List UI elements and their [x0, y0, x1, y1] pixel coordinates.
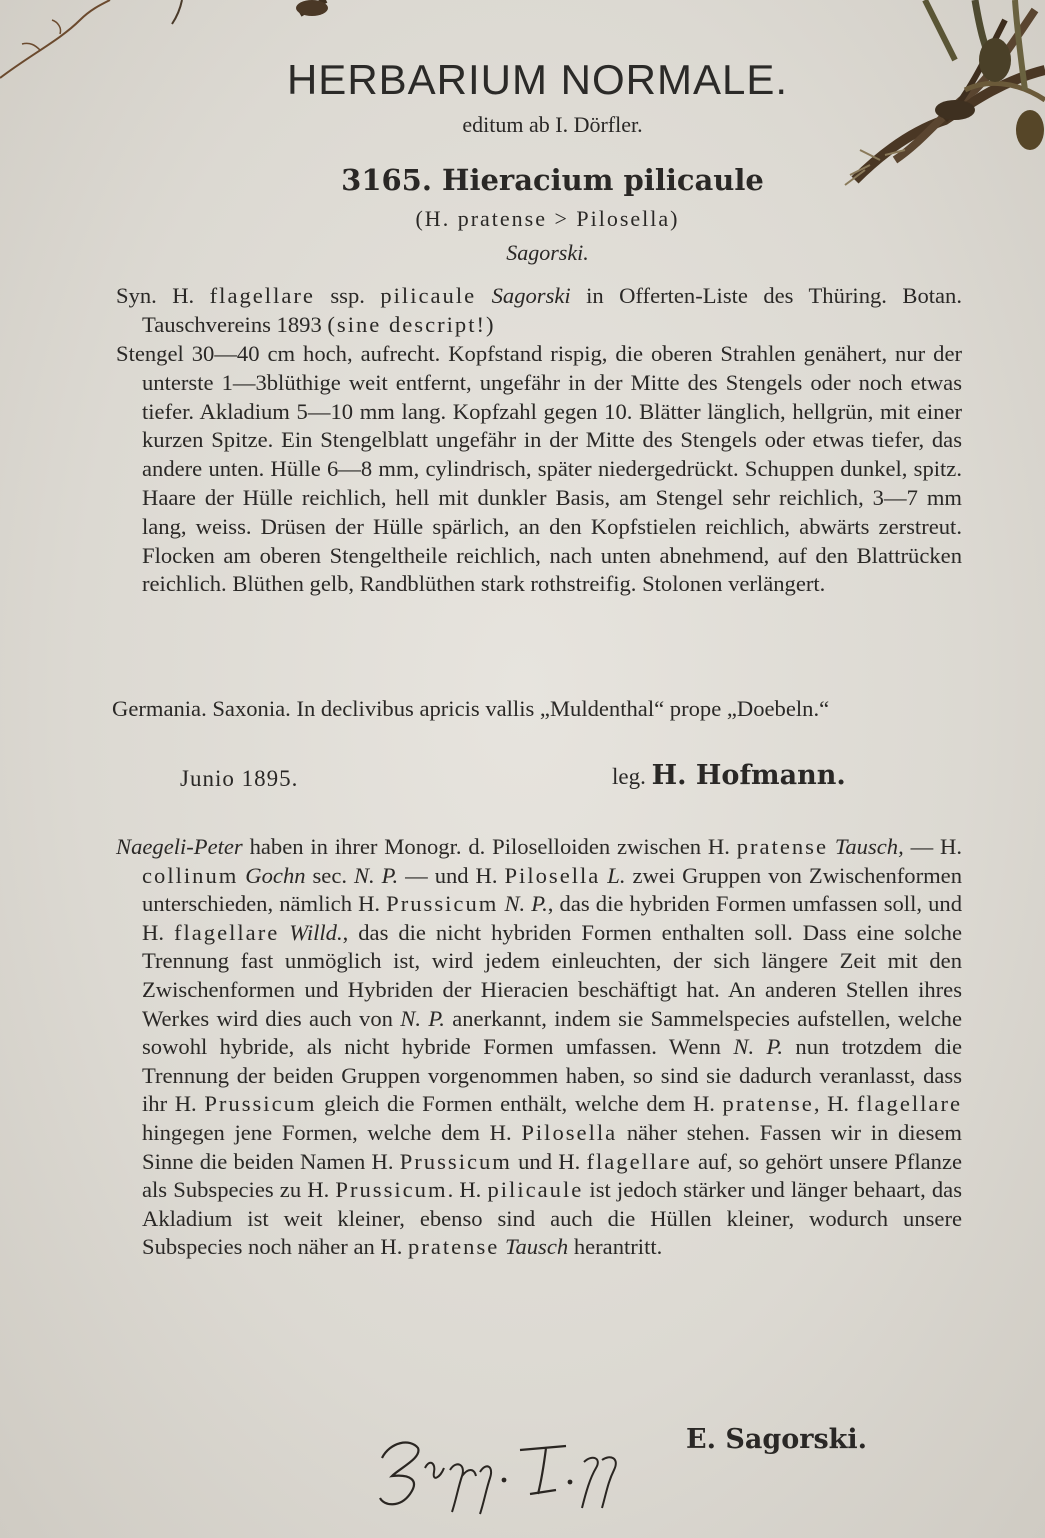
note-text: . H.	[447, 1177, 488, 1203]
handwritten-annotation	[370, 1428, 640, 1518]
note-text: näher stehen. Fassen wir in diesem Sinne die beiden Namen H.	[142, 1119, 962, 1174]
collection-date: Junio 1895.	[180, 766, 299, 791]
synonym-name2: pilicaule	[380, 283, 477, 308]
locality-paragraph: Germania. Saxonia. In declivibus apricis vallis „Muldenthal“ prope „Doebeln.“	[112, 696, 830, 721]
species-title: 3165. Hieracium pilicaule	[341, 163, 764, 197]
collector-name: H. Hofmann.	[651, 760, 846, 791]
synonym-rank: ssp.	[330, 283, 365, 308]
note-text: Gochn	[245, 862, 306, 888]
note-text: pratense	[722, 1091, 814, 1117]
species-parentage: (H. pratense > Pilosella)	[415, 206, 680, 231]
note-text: Pilosella	[504, 862, 601, 888]
synonym-paragraph	[116, 282, 962, 340]
note-text: auf, so gehört unsere Pflanze als Subspecies zu H.	[142, 1148, 962, 1203]
note-text: Prussicum	[399, 1148, 512, 1174]
note-text: pratense	[736, 834, 829, 859]
description-paragraph: Stengel 30—40 cm hoch, aufrecht. Kopfstand rispig, die oberen Strahlen genähert, nur der unterste 1—3blüthige weit entfernt, ungefähr in der Mitte des Stengels oder noch etwas tiefer. Akladium 5—10 mm lang. Kopfzahl gegen 10. Blätter länglich, hellgrün, mit einer kurzen Spitze. Ein Stengelblatt ungefähr in der Mitte des Stengels oder etwas tiefer, das andere unten. Hülle 6—8 mm, cylindrisch, später niedergedrückt. Schuppen dunkel, spitz. Haare der Hülle reichlich, hell mit dunkler Basis, am Stengel sehr reichlich, 3—7 mm lang, weiss. Drüsen der Hülle spärlich, an den Kopfstielen reichlich, abwärts zerstreut. Flocken am oberen Stengeltheile reichlich, nach unten abnehmend, auf den Blattrücken reichlich. Blüthen gelb, Randblüthen stark rothstreifig. Stolonen verlängert.	[116, 341, 962, 597]
note-text: N. P.	[733, 1034, 784, 1060]
synonym-name: flagellare	[209, 283, 315, 308]
note-text	[279, 920, 289, 945]
note-text: ist jedoch stärker und länger behaart, das Akladium ist weit kleiner, ebenso sind auch die Hüllen kleiner, wodurch unsere Subspecies noch näher an H.	[142, 1177, 962, 1260]
author-signature: E. Sagorski.	[686, 1424, 868, 1455]
note-text: Willd.	[289, 919, 343, 945]
note-text: flagellare	[173, 919, 280, 945]
note-text: hingegen jene Formen, welche dem H.	[142, 1119, 522, 1145]
note-text: flagellare	[856, 1091, 962, 1117]
note-text	[828, 834, 835, 859]
note-text: — und H.	[398, 862, 505, 888]
species-author: Sagorski.	[506, 240, 589, 265]
collector-line	[612, 760, 846, 791]
note-text: Tausch,	[834, 834, 904, 859]
note-text: anerkannt, indem sie Sammelspecies aufstellen, welche sowohl hybride, als nicht hybride Formen umfassen. Wenn	[142, 1005, 963, 1060]
note-text: flagellare	[586, 1148, 692, 1174]
synonym-author: Sagorski	[491, 283, 571, 308]
note-text: N. P.	[504, 891, 548, 917]
synonym-note: (sine descript!)	[327, 311, 496, 337]
leg-prefix: leg.	[612, 764, 646, 789]
note-text: , H.	[813, 1091, 857, 1117]
note-text: N. P.	[353, 862, 399, 888]
note-paragraph	[116, 833, 962, 1262]
note-text: Prussicum	[335, 1177, 448, 1203]
herbarium-editor: editum ab I. Dörfler.	[462, 112, 643, 137]
note-text: N. P.	[400, 1005, 445, 1031]
note-text: zwei Gruppen von Zwischenformen unterschieden, nämlich H.	[142, 862, 963, 917]
note-text: , das die hybriden Formen umfassen soll, und H.	[142, 891, 962, 945]
note-text: Pilosella	[521, 1119, 618, 1145]
note-text: collinum	[142, 862, 239, 888]
synonym-prefix: Syn. H.	[116, 283, 195, 308]
note-text: L.	[607, 862, 626, 888]
note-text: haben in ihrer Monogr. d. Piloselloiden zwischen H.	[242, 834, 737, 859]
note-text: Naegeli-Peter	[116, 834, 243, 859]
note-text: herantritt.	[568, 1234, 663, 1260]
note-text: , das die nicht hybriden Formen enthalten soll. Dass eine solche Trennung fast unmöglich ist, wird jedem einleuchten, der sich längere Zeit mit den Zwischenformen und Hybriden der Hieracien beschäftigt hat. An anderen Stellen ihres Werkes wird dies auch von	[142, 919, 962, 1031]
note-text: gleich die Formen enthält, welche dem H.	[316, 1091, 723, 1117]
synonym-reference: in Offerten-Liste des Thüring. Botan. Tauschvereins 1893	[142, 283, 962, 337]
note-text: sec.	[305, 862, 354, 888]
herbarium-title: HERBARIUM NORMALE.	[286, 56, 789, 103]
note-text: pilicaule	[487, 1177, 584, 1203]
note-text: Tausch	[504, 1234, 569, 1260]
note-text: pratense	[408, 1234, 500, 1260]
note-text: Prussicum	[204, 1091, 317, 1117]
note-text: — H.	[903, 834, 962, 859]
note-text: nun trotzdem die Trennung der beiden Gruppen vorgenommen haben, so sind sie dadurch veranlasst, dass ihr H.	[142, 1034, 963, 1117]
note-text: und H.	[511, 1148, 587, 1174]
note-text: Prussicum	[386, 891, 499, 917]
